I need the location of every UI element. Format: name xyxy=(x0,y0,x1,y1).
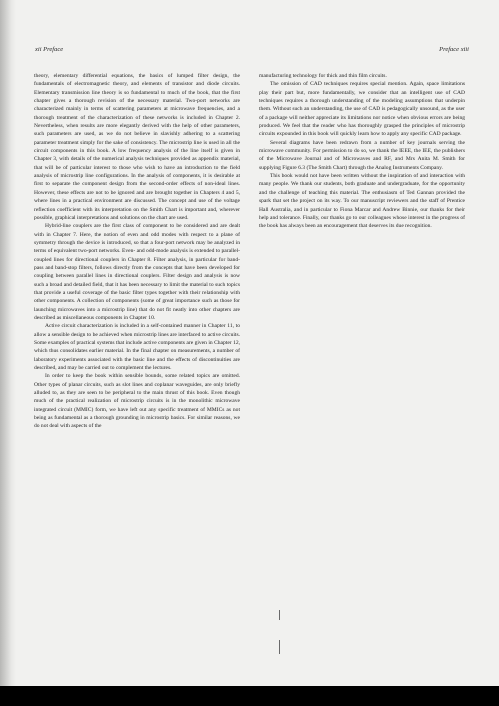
right-text-column xyxy=(259,72,465,231)
running-header-right: Preface xiii xyxy=(439,46,469,53)
paragraph: Several diagrams have been redrawn from a number of key journals serving the microwave community. For permission to do so, we thank the IEEE, the IEE, the publishers of the Microwave Journal and of Microwaves and RF, and Mrs Anita M. Smith for supplying Figure 6.3 (The Smith Chart) through the Analog Instruments Company. xyxy=(259,139,465,171)
paragraph: In order to keep the book within sensible bounds, some related topics are omitted. Other types of planar circuits, such as slot lines and coplanar waveguides, are only briefly alluded to, as they are seen to be peripheral to the main thrust of this book. Even though much of the practical realization of microstrip circuits is in the monolithic microwave integrated circuit (MMIC) form, we have left out any specific treatment of MMICs as not being as fundamental as a thorough grounding in microstrip basics. For similar reasons, we do not deal with aspects of the xyxy=(34,373,240,430)
paragraph: manufacturing technology for thick and thin film circuits. xyxy=(259,73,387,79)
left-text-column xyxy=(34,72,240,431)
scan-mark xyxy=(279,610,280,620)
paragraph: This book would not have been written without the inspiration of and interaction with many people. We thank our students, both graduate and undergraduate, for the opportunity and the challenge of teaching this material. The enthusiasm of Ted Gannan provided the spark that set the project on its way. To our manuscript reviewers and the staff of Prentice Hall Australia, and in particular to Fiona Marcar and Andrew Binnie, our thanks for their help and tolerance. Finally, our thanks go to our colleagues whose interest in the progress of the book has always been an encouragement that deserves its due recognition. xyxy=(259,173,465,230)
page-binding-edge xyxy=(0,0,16,686)
paragraph: theory, elementary differential equations, the basics of lumped filter design, the fundamentals of electromagnetic theory, and elements of transistor and diode circuits. Elementary transmission line theory is so fundamental to much of the book, that the first chapter gives a thorough revision of the necessary material. Two-port networks are characterized mainly in terms of scattering parameters at microwave frequencies, and a thorough treatment of the characterization of these networks is included in Chapter 2. Nevertheless, when results are more elegantly derived with the help of other parameters, such parameters are used, as we do not believe in slavishly adhering to a scattering parameter treatment simply for the sake of consistency. The microstrip line is used in all the circuit components in this book. A low frequency analysis of the line itself is given in Chapter 3, with details of the numerical analysis techniques provided as appendix material, that will be of particular interest to those who wish to have an introduction to the field analysis of microstrip line configurations. In the analysis of components, it is desirable at first to separate the component design from the second-order effects of non-ideal lines. However, these effects are not to be ignored and are brought together in Chapters 4 and 5, where lines in a practical environment are discussed. The concept and use of the voltage reflection coefficient with its interpretation on the Smith Chart is important and, wherever possible, graphical interpretations and solutions on the chart are used. xyxy=(34,73,240,221)
paragraph: Hybrid-line couplers are the first class of component to be considered and are dealt with in Chapter 7. Here, the notion of even and odd modes with respect to a plane of symmetry through the device is introduced, so that a four-port network may be analyzed in terms of equivalent two-port networks. Even- and odd-mode analysis is extended to parallel-coupled lines for directional couplers in Chapter 8. Filter analysis, in particular for band-pass and band-stop filters, follows directly from the concepts that have been developed for coupling between parallel lines in directional couplers. Filter design and analysis is now such a broad and detailed field, that it has been necessary to limit the material to such topics that provide a useful coverage of the basic filter types together with their relationship with other components. A collection of components (some of great importance such as those for launching microwaves into a microstrip line) that do not fit neatly into other chapters are described as miscellaneous components in Chapter 10. xyxy=(34,223,240,321)
running-header-left: xii Preface xyxy=(35,46,64,53)
paragraph: Active circuit characterization is included in a self-contained manner in Chapter 11, to allow a sensible design to be achieved when microstrip lines are interfaced to active circuits. Some examples of practical systems that include active components are given in Chapter 12, which thus consolidates earlier material. In the final chapter on measurements, a number of laboratory experiments associated with the basic line and the effects of discontinuities are described, and may be carried out to complement the lectures. xyxy=(34,323,240,372)
scanner-bottom-border xyxy=(0,686,499,706)
scan-mark xyxy=(279,640,280,654)
paragraph: The omission of CAD techniques requires special mention. Again, space limitations play their part but, more fundamentally, we consider that an intelligent use of CAD techniques requires a thorough understanding of the modeling assumptions that underpin them. Without such an understanding, the use of CAD is pedagogically unsound, as the user of a package will neither appreciate its limitations nor notice when obvious errors are being produced. We feel that the reader who has thoroughly grasped the principles of microstrip circuits expounded in this book will quickly learn how to apply any specific CAD package. xyxy=(259,81,465,138)
